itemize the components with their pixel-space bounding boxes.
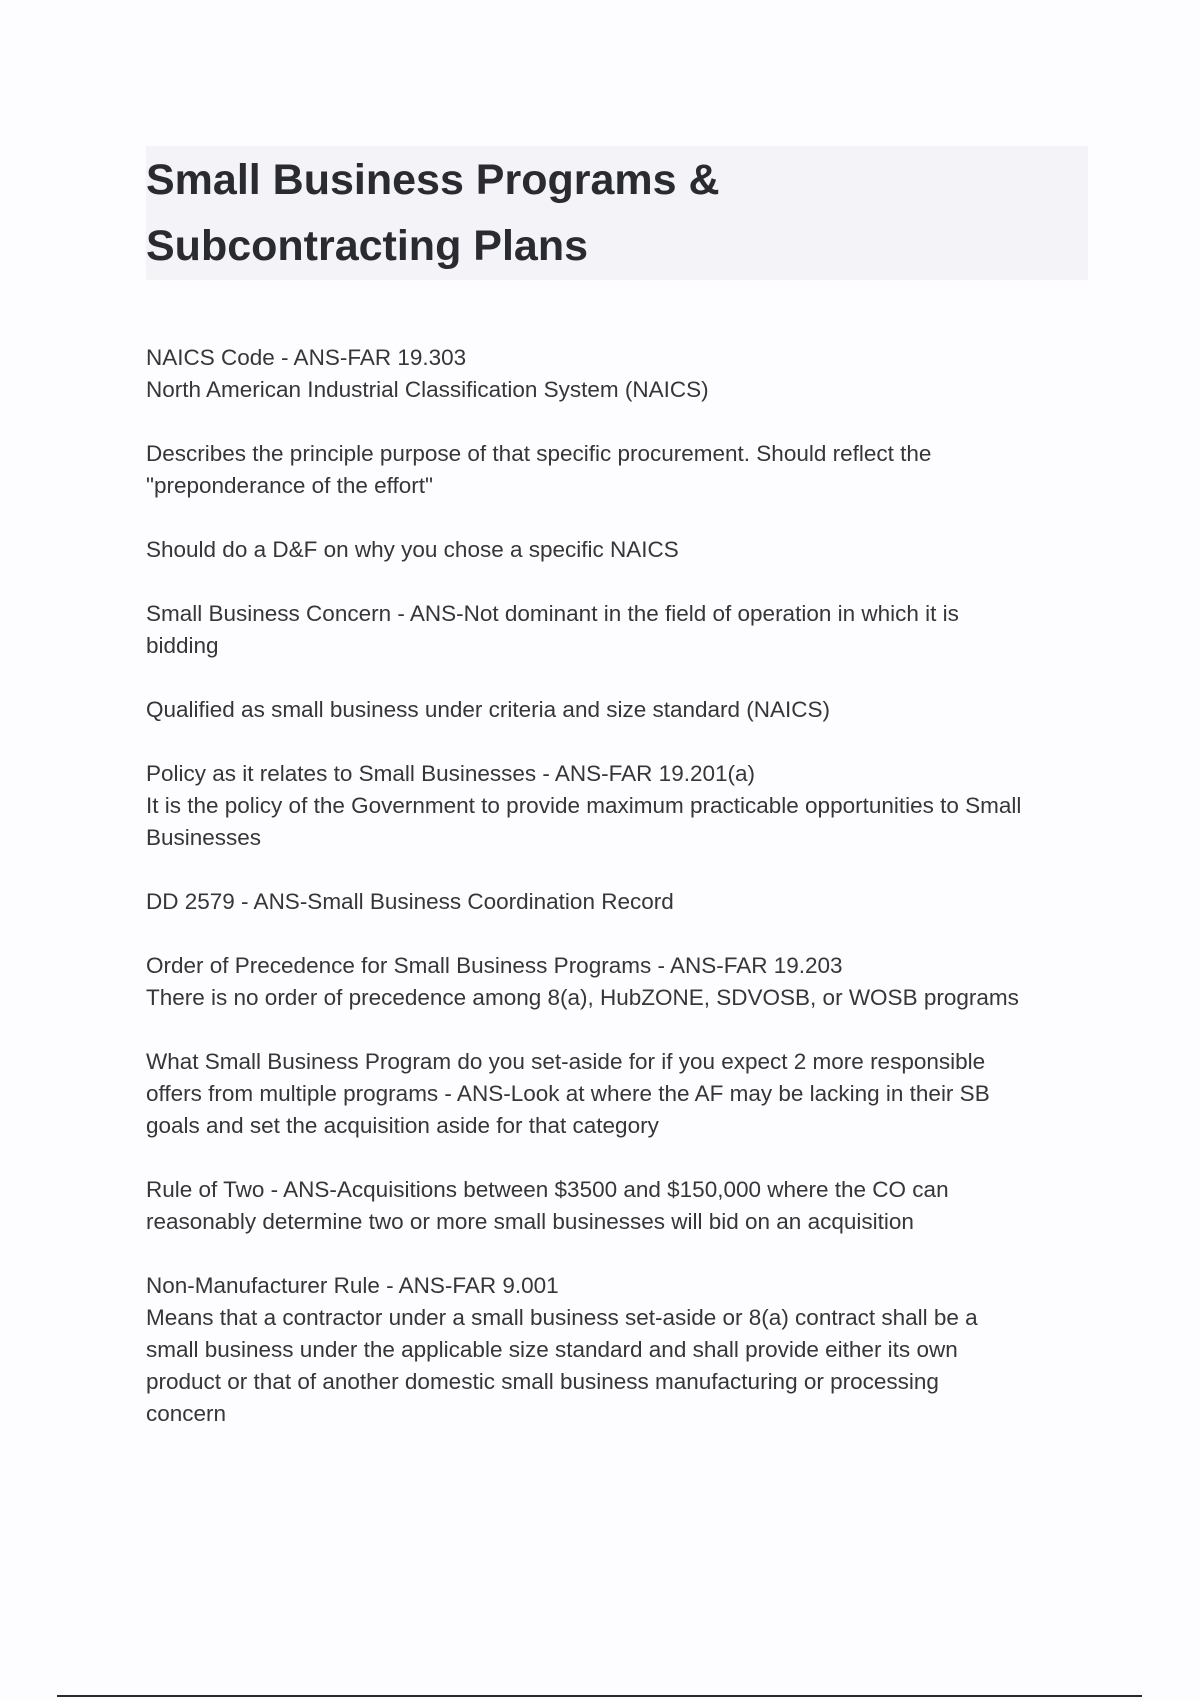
- text-line: small business under the applicable size standard and shall provide either its own: [146, 1337, 958, 1362]
- title-box: [146, 146, 1088, 280]
- paragraph-naics-description: [146, 438, 1096, 502]
- document-title: [146, 146, 1088, 279]
- text-line: reasonably determine two or more small businesses will bid on an acquisition: [146, 1209, 914, 1234]
- text-line: concern: [146, 1401, 227, 1426]
- text-line: What Small Business Program do you set-aside for if you expect 2 more responsible: [146, 1049, 986, 1074]
- document-body: [146, 342, 1096, 1462]
- paragraph-small-business-concern: [146, 598, 1096, 662]
- title-line: Small Business Programs &: [146, 156, 720, 204]
- text-line: Non-Manufacturer Rule - ANS-FAR 9.001: [146, 1273, 559, 1298]
- text-line: Businesses: [146, 825, 262, 850]
- paragraph-set-aside-question: [146, 1046, 1096, 1142]
- paragraph-qualified: [146, 694, 1096, 726]
- text-line: Qualified as small business under criteria and size standard (NAICS): [146, 697, 831, 722]
- text-line: Should do a D&F on why you chose a specific NAICS: [146, 537, 679, 562]
- text-line: goals and set the acquisition aside for that category: [146, 1113, 659, 1138]
- text-line: There is no order of precedence among 8(a), HubZONE, SDVOSB, or WOSB programs: [146, 985, 1019, 1010]
- text-line: Policy as it relates to Small Businesses - ANS-FAR 19.201(a): [146, 761, 755, 786]
- paragraph-df-note: [146, 534, 1096, 566]
- paragraph-rule-of-two: [146, 1174, 1096, 1238]
- text-line: "preponderance of the effort": [146, 473, 434, 498]
- text-line: bidding: [146, 633, 219, 658]
- paragraph-non-manufacturer-rule: [146, 1270, 1096, 1430]
- text-line: Means that a contractor under a small business set-aside or 8(a) contract shall be a: [146, 1305, 978, 1330]
- text-line: Describes the principle purpose of that specific procurement. Should reflect the: [146, 441, 932, 466]
- paragraph-policy: [146, 758, 1096, 854]
- paragraph-naics-code: [146, 342, 1096, 406]
- text-line: offers from multiple programs - ANS-Look at where the AF may be lacking in their SB: [146, 1081, 990, 1106]
- title-line: Subcontracting Plans: [146, 222, 589, 270]
- text-line: DD 2579 - ANS-Small Business Coordination Record: [146, 889, 674, 914]
- text-line: It is the policy of the Government to provide maximum practicable opportunities to Small: [146, 793, 1022, 818]
- paragraph-dd2579: [146, 886, 1096, 918]
- paragraph-order-of-precedence: [146, 950, 1096, 1014]
- text-line: Small Business Concern - ANS-Not dominant in the field of operation in which it is: [146, 601, 959, 626]
- text-line: North American Industrial Classification System (NAICS): [146, 377, 709, 402]
- footer-divider: [57, 1695, 1142, 1697]
- text-line: Order of Precedence for Small Business Programs - ANS-FAR 19.203: [146, 953, 843, 978]
- text-line: Rule of Two - ANS-Acquisitions between $3500 and $150,000 where the CO can: [146, 1177, 949, 1202]
- text-line: product or that of another domestic small business manufacturing or processing: [146, 1369, 939, 1394]
- text-line: NAICS Code - ANS-FAR 19.303: [146, 345, 467, 370]
